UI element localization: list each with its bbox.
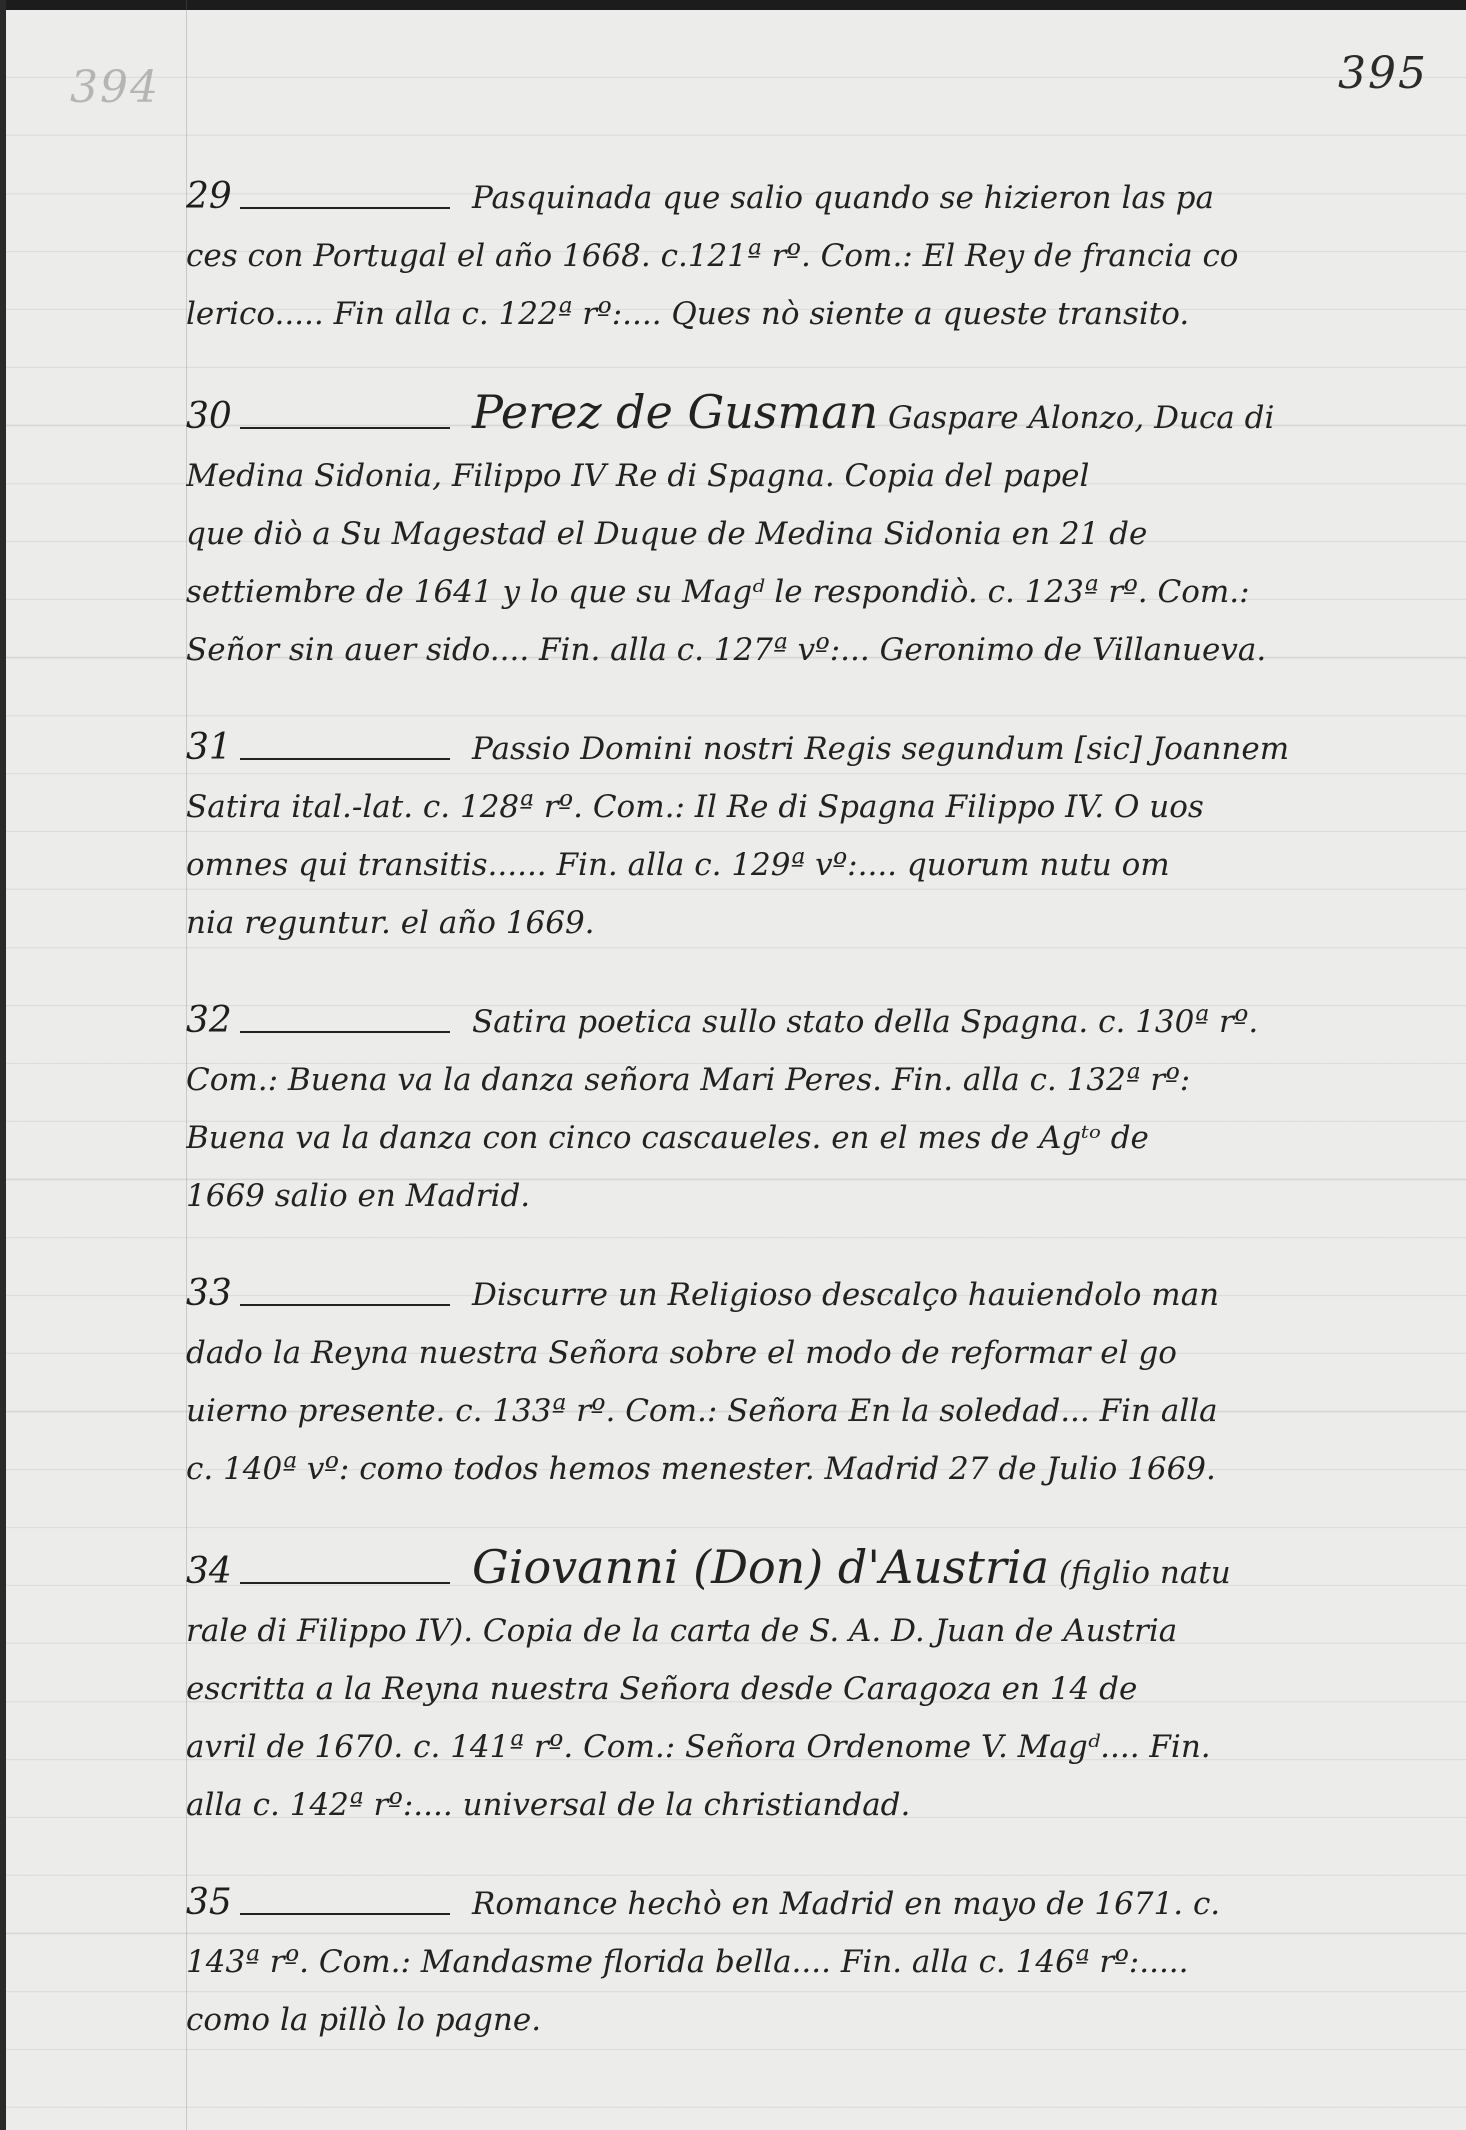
entry-line <box>186 1874 1326 1933</box>
entry-heading: Perez de Gusman <box>472 385 879 439</box>
dash-rule <box>240 1582 450 1584</box>
catalog-entry-30 <box>186 383 1326 679</box>
folio-number: 395 <box>1338 48 1428 99</box>
entry-text: Satira poetica sullo stato della Spagna. c. 130ª rº. <box>472 1004 1259 1040</box>
dash-rule <box>240 1913 450 1915</box>
catalog-entry-31 <box>186 719 1326 952</box>
entry-line: c. 140ª vº: como todos hemos menester. Madrid 27 de Julio 1669. <box>186 1451 1216 1487</box>
entry-line: uierno presente. c. 133ª rº. Com.: Señora En la soledad... Fin alla <box>186 1393 1218 1429</box>
entry-number: 30 <box>186 396 232 437</box>
entry-heading: Giovanni (Don) d'Austria <box>472 1540 1050 1594</box>
catalog-entry-29 <box>186 168 1326 343</box>
entry-line <box>186 1265 1326 1324</box>
entry-text: Passio Domini nostri Regis segundum [sic] Joannem <box>472 731 1290 767</box>
entry-text: Discurre un Religioso descalço hauiendolo man <box>472 1277 1220 1313</box>
catalog-entry-33 <box>186 1265 1326 1498</box>
entry-line: nia reguntur. el año 1669. <box>186 905 595 941</box>
dash-rule <box>240 427 450 429</box>
entry-line <box>186 168 1326 227</box>
entry-number: 35 <box>186 1882 232 1923</box>
entry-line: como la pillò lo pagne. <box>186 2002 542 2038</box>
entry-line: Señor sin auer sido.... Fin. alla c. 127ª vº:... Geronimo de Villanueva. <box>186 632 1267 668</box>
entry-line: lerico..... Fin alla c. 122ª rº:.... Ques nò siente a queste transito. <box>186 296 1190 332</box>
entry-line: settiembre de 1641 y lo que su Magᵈ le respondiò. c. 123ª rº. Com.: <box>186 574 1250 610</box>
entry-line: avril de 1670. c. 141ª rº. Com.: Señora Ordenome V. Magᵈ.... Fin. <box>186 1729 1211 1765</box>
entry-line <box>186 383 1326 447</box>
entry-line: dado la Reyna nuestra Señora sobre el modo de reformar el go <box>186 1335 1177 1371</box>
entry-text: Gaspare Alonzo, Duca di <box>887 400 1275 436</box>
entry-number: 34 <box>186 1551 232 1592</box>
entry-line: Com.: Buena va la danza señora Mari Peres. Fin. alla c. 132ª rº: <box>186 1062 1191 1098</box>
entry-number: 32 <box>186 1000 232 1041</box>
entry-line <box>186 992 1326 1051</box>
catalog-entry-35 <box>186 1874 1326 2049</box>
entry-number: 31 <box>186 727 232 768</box>
entry-line: ces con Portugal el año 1668. c.121ª rº. Com.: El Rey de francia co <box>186 238 1239 274</box>
entry-number: 33 <box>186 1273 232 1314</box>
entry-line: rale di Filippo IV). Copia de la carta de S. A. D. Juan de Austria <box>186 1613 1178 1649</box>
entry-line <box>186 719 1326 778</box>
catalog-entry-34 <box>186 1538 1326 1834</box>
entry-line: escritta a la Reyna nuestra Señora desde Caragoza en 14 de <box>186 1671 1138 1707</box>
old-folio-number: 394 <box>70 62 160 113</box>
entry-text: Pasquinada que salio quando se hizieron las pa <box>472 180 1214 216</box>
entry-number: 29 <box>186 176 232 217</box>
entry-text: Romance hechò en Madrid en mayo de 1671. c. <box>472 1886 1221 1922</box>
scan-left-border <box>0 0 6 2130</box>
entry-line: 143ª rº. Com.: Mandasme florida bella.... Fin. alla c. 146ª rº:..... <box>186 1944 1189 1980</box>
catalog-entries <box>186 168 1326 2089</box>
entry-line: alla c. 142ª rº:.... universal de la christiandad. <box>186 1787 911 1823</box>
entry-line: Buena va la danza con cinco cascaueles. en el mes de Agᵗᵒ de <box>186 1120 1149 1156</box>
catalog-entry-32 <box>186 992 1326 1225</box>
entry-line: omnes qui transitis...... Fin. alla c. 129ª vº:.... quorum nutu om <box>186 847 1170 883</box>
dash-rule <box>240 1031 450 1033</box>
entry-line: Satira ital.-lat. c. 128ª rº. Com.: Il Re di Spagna Filippo IV. O uos <box>186 789 1204 825</box>
scan-top-border <box>0 0 1466 10</box>
dash-rule <box>240 758 450 760</box>
dash-rule <box>240 207 450 209</box>
entry-line: que diò a Su Magestad el Duque de Medina Sidonia en 21 de <box>186 516 1148 552</box>
entry-line: 1669 salio en Madrid. <box>186 1178 531 1214</box>
dash-rule <box>240 1304 450 1306</box>
entry-text: (figlio natu <box>1058 1555 1231 1591</box>
entry-line <box>186 1538 1326 1602</box>
entry-line: Medina Sidonia, Filippo IV Re di Spagna. Copia del papel <box>186 458 1090 494</box>
